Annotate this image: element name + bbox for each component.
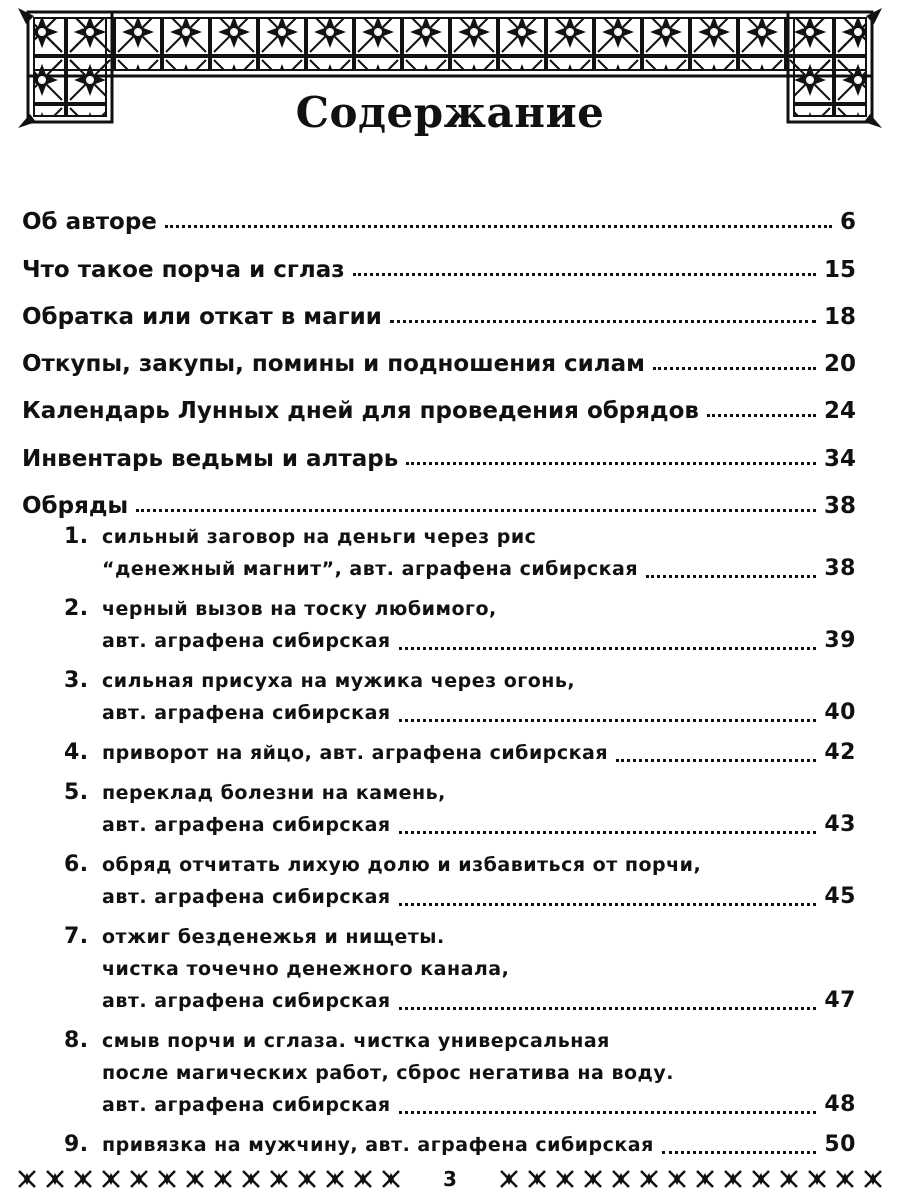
toc-ritual-entry[interactable]	[22, 665, 856, 729]
ornament-icon	[668, 1170, 686, 1188]
ritual-line: привязка на мужчину, авт. аграфена сибирская	[102, 1134, 654, 1157]
ritual-number: 1.	[64, 524, 89, 550]
toc-entry-label: Календарь Лунных дней для проведения обрядов	[22, 398, 699, 425]
ornament-icon	[102, 1170, 120, 1188]
ornament-icon	[864, 1170, 882, 1188]
toc-ritual-entry[interactable]	[22, 737, 856, 769]
ritual-page: 42	[824, 740, 856, 766]
ritual-number: 6.	[64, 852, 89, 878]
page-number: 3	[443, 1167, 457, 1191]
ornament-icon	[500, 1170, 518, 1188]
footer-ornament-right	[500, 1170, 882, 1188]
ritual-line: авт. аграфена сибирская	[102, 814, 391, 837]
dot-leader	[353, 273, 816, 276]
dot-leader	[406, 462, 816, 465]
toc-entry-page: 18	[823, 303, 856, 330]
ornament-icon	[242, 1170, 260, 1188]
ritual-page: 40	[824, 700, 856, 726]
ornament-icon	[640, 1170, 658, 1188]
ornament-icon	[808, 1170, 826, 1188]
dot-leader	[616, 759, 816, 762]
toc-rituals-list	[22, 521, 856, 1161]
toc-entry-page: 24	[823, 398, 856, 425]
ornament-icon	[46, 1170, 64, 1188]
ritual-line: “денежный магнит”, авт. аграфена сибирская	[102, 558, 639, 581]
toc-entry[interactable]	[22, 424, 856, 471]
toc-entry[interactable]	[22, 330, 856, 377]
toc-entry-label: Инвентарь ведьмы и алтарь	[22, 445, 399, 472]
ornament-icon	[696, 1170, 714, 1188]
ritual-line: смыв порчи и сглаза. чистка универсальная	[102, 1030, 610, 1053]
toc-ritual-entry[interactable]	[22, 921, 856, 1017]
ritual-line: авт. аграфена сибирская	[102, 702, 391, 725]
ritual-page: 43	[824, 812, 856, 838]
toc-ritual-entry[interactable]	[22, 1025, 856, 1121]
toc-entry-page: 38	[823, 493, 856, 520]
ritual-line: авт. аграфена сибирская	[102, 630, 391, 653]
dot-leader	[165, 225, 832, 228]
toc-ritual-entry[interactable]	[22, 849, 856, 913]
dot-leader	[707, 414, 816, 417]
table-of-contents	[22, 188, 856, 1169]
ritual-number: 8.	[64, 1028, 89, 1054]
toc-entry-label: Обряды	[22, 493, 129, 520]
ritual-number: 2.	[64, 596, 89, 622]
ritual-number: 9.	[64, 1132, 89, 1158]
ornament-icon	[74, 1170, 92, 1188]
toc-ritual-entry[interactable]	[22, 521, 856, 585]
ornament-icon	[382, 1170, 400, 1188]
ritual-page: 45	[824, 884, 856, 910]
dot-leader	[399, 831, 817, 834]
ritual-line: сильный заговор на деньги через рис	[102, 526, 537, 549]
ritual-line: сильная присуха на мужика через огонь,	[102, 670, 576, 693]
ornament-icon	[298, 1170, 316, 1188]
dot-leader	[136, 509, 816, 512]
dot-leader	[399, 719, 817, 722]
toc-main-list	[22, 188, 856, 519]
ritual-line: черный вызов на тоску любимого,	[102, 598, 497, 621]
ornament-icon	[130, 1170, 148, 1188]
ritual-line: переклад болезни на камень,	[102, 782, 446, 805]
ritual-page: 47	[824, 988, 856, 1014]
ornament-icon	[752, 1170, 770, 1188]
ornament-icon	[724, 1170, 742, 1188]
ritual-page: 39	[824, 628, 856, 654]
dot-leader	[390, 320, 816, 323]
toc-ritual-entry[interactable]	[22, 1129, 856, 1161]
toc-entry-label: Откупы, закупы, помины и подношения силам	[22, 351, 645, 378]
dot-leader	[662, 1151, 817, 1154]
ritual-line: авт. аграфена сибирская	[102, 886, 391, 909]
ornament-icon	[214, 1170, 232, 1188]
page-title: Содержание	[295, 88, 605, 137]
ornament-icon	[270, 1170, 288, 1188]
ritual-line: авт. аграфена сибирская	[102, 1094, 391, 1117]
ornament-icon	[836, 1170, 854, 1188]
ornament-icon	[528, 1170, 546, 1188]
ornament-icon	[612, 1170, 630, 1188]
ritual-number: 4.	[64, 740, 89, 766]
footer-ornament	[18, 1166, 882, 1192]
toc-entry-label: Об авторе	[22, 209, 157, 236]
ritual-page: 48	[824, 1092, 856, 1118]
ritual-page: 50	[824, 1132, 856, 1158]
toc-entry-page: 20	[823, 351, 856, 378]
toc-entry[interactable]	[22, 377, 856, 424]
ornament-icon	[584, 1170, 602, 1188]
ritual-line: после магических работ, сброс негатива на воду.	[102, 1062, 675, 1085]
dot-leader	[653, 367, 816, 370]
toc-entry-page: 6	[839, 209, 856, 236]
ritual-line: обряд отчитать лихую долю и избавиться от порчи,	[102, 854, 702, 877]
ritual-line: отжиг безденежья и нищеты.	[102, 926, 445, 949]
ornament-icon	[556, 1170, 574, 1188]
toc-ritual-entry[interactable]	[22, 777, 856, 841]
ritual-line: чистка точечно денежного канала,	[102, 958, 510, 981]
toc-entry-page: 34	[823, 445, 856, 472]
footer-ornament-left	[18, 1170, 400, 1188]
ornament-icon	[780, 1170, 798, 1188]
dot-leader	[399, 647, 817, 650]
toc-entry[interactable]	[22, 235, 856, 282]
ritual-number: 7.	[64, 924, 89, 950]
toc-ritual-entry[interactable]	[22, 593, 856, 657]
toc-entry[interactable]	[22, 188, 856, 235]
dot-leader	[399, 1007, 817, 1010]
ornament-icon	[186, 1170, 204, 1188]
ritual-number: 5.	[64, 780, 89, 806]
toc-entry-label: Обратка или откат в магии	[22, 303, 382, 330]
ornament-icon	[18, 1170, 36, 1188]
dot-leader	[646, 575, 816, 578]
ritual-line: приворот на яйцо, авт. аграфена сибирская	[102, 742, 609, 765]
dot-leader	[399, 1111, 817, 1114]
ornament-icon	[158, 1170, 176, 1188]
toc-entry[interactable]	[22, 472, 856, 519]
dot-leader	[399, 903, 817, 906]
ritual-number: 3.	[64, 668, 89, 694]
toc-entry[interactable]	[22, 283, 856, 330]
ritual-line: авт. аграфена сибирская	[102, 990, 391, 1013]
toc-entry-page: 15	[823, 256, 856, 283]
toc-entry-label: Что такое порча и сглаз	[22, 256, 345, 283]
ritual-page: 38	[824, 556, 856, 582]
ornament-icon	[326, 1170, 344, 1188]
ornament-icon	[354, 1170, 372, 1188]
